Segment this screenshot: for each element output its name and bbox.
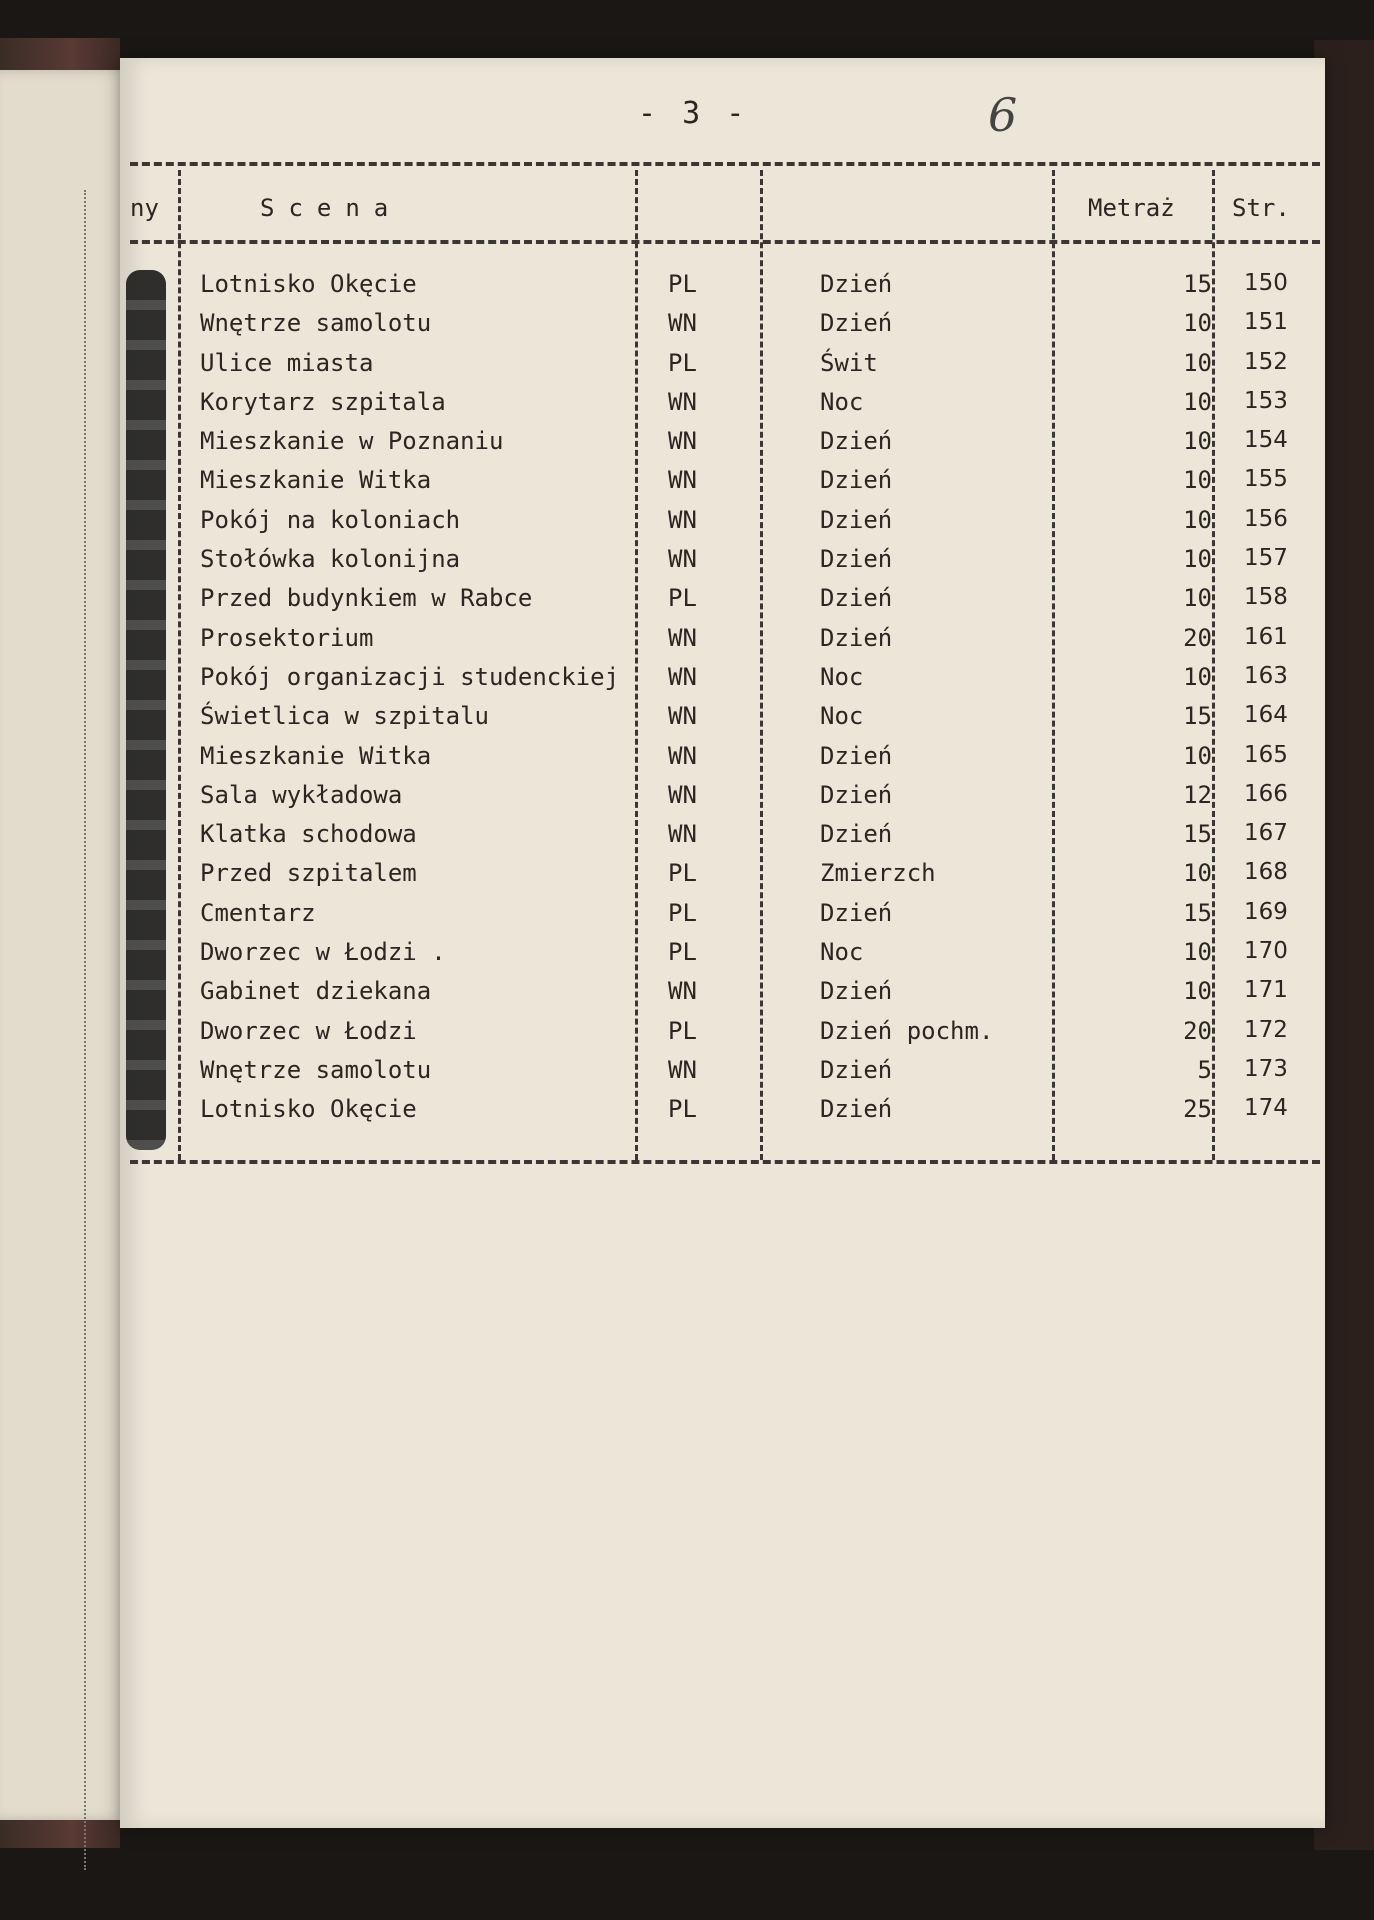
- scene-time: Świt: [820, 348, 878, 377]
- scene-name: Mieszkanie Witka: [200, 466, 432, 495]
- scene-page: 170: [1244, 938, 1288, 965]
- scene-time: Dzień: [820, 1055, 893, 1084]
- table-row: [120, 1052, 1325, 1091]
- scene-page: 156: [1244, 505, 1288, 532]
- scene-location: WN: [668, 820, 697, 849]
- table-row: [120, 462, 1325, 501]
- scene-page: 157: [1244, 545, 1288, 572]
- scene-time: Dzień: [820, 780, 893, 809]
- table-row: [120, 1013, 1325, 1052]
- table-row: [120, 266, 1325, 305]
- table-row: [120, 423, 1325, 462]
- scene-page: 173: [1244, 1055, 1288, 1082]
- table-row: [120, 345, 1325, 384]
- scene-time: Dzień: [820, 505, 893, 534]
- scene-time: Noc: [820, 662, 864, 691]
- scene-metraz: 10: [1183, 977, 1212, 1006]
- table-row: [120, 502, 1325, 541]
- scene-location: WN: [668, 662, 697, 691]
- scene-location: PL: [668, 859, 697, 888]
- header-str: Str.: [1232, 194, 1290, 222]
- scene-page: 155: [1244, 466, 1288, 493]
- scene-metraz: 10: [1183, 309, 1212, 338]
- scene-time: Dzień: [820, 545, 893, 574]
- scene-metraz: 15: [1183, 820, 1212, 849]
- scene-page: 164: [1244, 702, 1288, 729]
- scene-location: PL: [668, 1016, 697, 1045]
- header-rule: [130, 240, 1320, 244]
- scene-page: 153: [1244, 387, 1288, 414]
- table-row: [120, 855, 1325, 894]
- scene-location: WN: [668, 741, 697, 770]
- scene-metraz: 5: [1197, 1055, 1212, 1084]
- scene-name: Klatka schodowa: [200, 820, 417, 849]
- scene-metraz: 10: [1183, 584, 1212, 613]
- table-row: [120, 816, 1325, 855]
- scene-name: Dworzec w Łodzi: [200, 1016, 417, 1045]
- scene-name: Dworzec w Łodzi .: [200, 938, 446, 967]
- scene-name: Sala wykładowa: [200, 780, 403, 809]
- scene-name: Korytarz szpitala: [200, 387, 446, 416]
- scene-metraz: 12: [1183, 780, 1212, 809]
- scene-page: 161: [1244, 623, 1288, 650]
- scene-time: Noc: [820, 938, 864, 967]
- previous-page-ticks: [84, 190, 96, 1870]
- scene-name: Gabinet dziekana: [200, 977, 432, 1006]
- scene-name: Przed szpitalem: [200, 859, 417, 888]
- scene-metraz: 15: [1183, 898, 1212, 927]
- table-row: [120, 934, 1325, 973]
- table-row: [120, 777, 1325, 816]
- scene-time: Dzień: [820, 820, 893, 849]
- scene-page: 152: [1244, 348, 1288, 375]
- scene-name: Stołówka kolonijna: [200, 545, 461, 574]
- scene-metraz: 20: [1183, 623, 1212, 652]
- document-page: [120, 58, 1325, 1828]
- table-row: [120, 305, 1325, 344]
- scene-metraz: 15: [1183, 270, 1212, 298]
- table-row: [120, 541, 1325, 580]
- scene-location: PL: [668, 938, 697, 967]
- scene-location: PL: [668, 1095, 697, 1124]
- scene-location: WN: [668, 505, 697, 534]
- scene-page: 158: [1244, 584, 1288, 611]
- scene-location: WN: [668, 623, 697, 652]
- scene-metraz: 15: [1183, 702, 1212, 731]
- scene-location: WN: [668, 977, 697, 1006]
- scene-location: WN: [668, 387, 697, 416]
- scene-metraz: 10: [1183, 545, 1212, 574]
- table-row: [120, 659, 1325, 698]
- scene-metraz: 10: [1183, 348, 1212, 377]
- scene-time: Noc: [820, 702, 864, 731]
- scene-page: 166: [1244, 780, 1288, 807]
- table-row: [120, 698, 1325, 737]
- scene-name: Prosektorium: [200, 623, 374, 652]
- scene-location: WN: [668, 702, 697, 731]
- scene-page: 172: [1244, 1016, 1288, 1043]
- scene-page: 154: [1244, 427, 1288, 454]
- header-metraz: Metraż: [1088, 194, 1175, 222]
- scene-metraz: 10: [1183, 387, 1212, 416]
- table-row: [120, 973, 1325, 1012]
- scene-page: 150: [1244, 270, 1288, 296]
- page-number: - 3 -: [638, 96, 749, 131]
- scene-location: WN: [668, 309, 697, 338]
- scene-location: WN: [668, 1055, 697, 1084]
- scene-metraz: 10: [1183, 466, 1212, 495]
- scene-name: Wnętrze samolotu: [200, 309, 432, 338]
- scene-page: 165: [1244, 741, 1288, 768]
- scene-time: Dzień: [820, 584, 893, 613]
- scene-time: Dzień: [820, 977, 893, 1006]
- scene-page: 169: [1244, 898, 1288, 925]
- scene-page: 168: [1244, 859, 1288, 886]
- header-number: ny: [130, 194, 159, 222]
- scene-metraz: 10: [1183, 505, 1212, 534]
- scene-time: Zmierzch: [820, 859, 936, 888]
- table-row: [120, 895, 1325, 934]
- table-row: [120, 580, 1325, 619]
- scene-time: Dzień pochm.: [820, 1016, 994, 1045]
- previous-page-edge: [0, 70, 130, 1820]
- scene-metraz: 10: [1183, 741, 1212, 770]
- scene-name: Lotnisko Okęcie: [200, 270, 417, 298]
- scene-page: 174: [1244, 1095, 1288, 1122]
- scene-time: Dzień: [820, 466, 893, 495]
- scene-location: PL: [668, 270, 697, 298]
- scene-time: Noc: [820, 387, 864, 416]
- scene-metraz: 10: [1183, 662, 1212, 691]
- scene-metraz: 10: [1183, 427, 1212, 456]
- table-row: [120, 384, 1325, 423]
- scene-page: 151: [1244, 309, 1288, 336]
- scene-name: Wnętrze samolotu: [200, 1055, 432, 1084]
- scene-location: WN: [668, 427, 697, 456]
- scene-location: WN: [668, 545, 697, 574]
- scene-time: Dzień: [820, 309, 893, 338]
- header-scena: Scena: [260, 194, 403, 222]
- scene-name: Lotnisko Okęcie: [200, 1095, 417, 1124]
- scene-name: Świetlica w szpitalu: [200, 702, 489, 731]
- scene-name: Przed budynkiem w Rabce: [200, 584, 533, 613]
- scene-name: Cmentarz: [200, 898, 316, 927]
- scene-page: 167: [1244, 820, 1288, 847]
- scene-page: 163: [1244, 662, 1288, 689]
- scene-time: Dzień: [820, 427, 893, 456]
- scene-time: Dzień: [820, 623, 893, 652]
- bottom-rule: [130, 1160, 1320, 1164]
- scene-name: Mieszkanie Witka: [200, 741, 432, 770]
- scene-location: PL: [668, 348, 697, 377]
- scene-metraz: 25: [1183, 1095, 1212, 1124]
- scene-metraz: 10: [1183, 859, 1212, 888]
- table-row: [120, 620, 1325, 659]
- scene-page: 171: [1244, 977, 1288, 1004]
- scene-name: Pokój na koloniach: [200, 505, 461, 534]
- scene-location: PL: [668, 898, 697, 927]
- scene-name: Ulice miasta: [200, 348, 374, 377]
- handwritten-page-number: 6: [988, 88, 1018, 142]
- scene-location: WN: [668, 466, 697, 495]
- scene-name: Pokój organizacji studenckiej: [200, 662, 620, 691]
- scene-metraz: 10: [1183, 938, 1212, 967]
- scene-location: PL: [668, 584, 697, 613]
- top-rule: [130, 162, 1320, 166]
- scene-name: Mieszkanie w Poznaniu: [200, 427, 504, 456]
- scene-time: Dzień: [820, 1095, 893, 1124]
- scene-time: Dzień: [820, 741, 893, 770]
- scene-time: Dzień: [820, 898, 893, 927]
- scene-location: WN: [668, 780, 697, 809]
- table-row: [120, 1091, 1325, 1130]
- scene-metraz: 20: [1183, 1016, 1212, 1045]
- scene-table: [120, 266, 1325, 1131]
- scene-time: Dzień: [820, 270, 893, 298]
- table-row: [120, 738, 1325, 777]
